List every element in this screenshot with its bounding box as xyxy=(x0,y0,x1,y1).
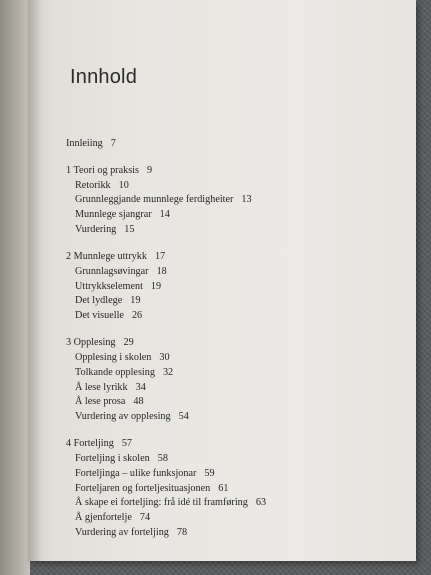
toc-entry xyxy=(66,452,396,467)
toc-entry xyxy=(66,179,396,194)
entry-label: Vurdering av opplesing xyxy=(75,411,171,423)
toc-entry xyxy=(66,467,396,482)
entry-label: Det lydlege xyxy=(75,295,123,307)
entry-label: 1 Teori og praksis xyxy=(66,164,139,176)
entry-page: 9 xyxy=(146,164,153,176)
entry-page: 61 xyxy=(218,482,229,494)
entry-page: 30 xyxy=(159,351,170,363)
left-page-edge xyxy=(0,0,30,575)
toc-entry xyxy=(66,309,396,324)
toc-chapter xyxy=(66,164,396,179)
entry-page: 14 xyxy=(159,209,170,221)
entry-label: 4 Forteljing xyxy=(66,438,114,450)
entry-page: 7 xyxy=(110,138,116,149)
toc-entry xyxy=(66,410,396,425)
entry-label: Munnlege sjangrar xyxy=(75,209,152,221)
entry-page: 32 xyxy=(162,366,174,378)
toc-entry xyxy=(66,294,396,309)
toc-chapter xyxy=(66,437,396,452)
toc-entry xyxy=(66,366,396,381)
entry-label: Tolkande opplesing xyxy=(75,366,155,378)
toc-entry xyxy=(66,193,396,208)
toc-entry xyxy=(66,526,396,541)
entry-label: Uttrykkselement xyxy=(75,280,143,292)
entry-label: Opplesing i skolen xyxy=(75,351,152,363)
entry-page: 19 xyxy=(150,280,162,292)
toc-entry xyxy=(66,381,396,396)
entry-label: Å lese lyrikk xyxy=(75,381,128,393)
entry-page: 29 xyxy=(123,337,134,349)
toc-entry xyxy=(66,395,396,410)
entry-page: 78 xyxy=(176,526,188,538)
entry-label: 2 Munnlege uttrykk xyxy=(66,250,147,262)
entry-page: 19 xyxy=(130,295,141,307)
entry-label: Retorikk xyxy=(75,179,111,191)
entry-page: 58 xyxy=(157,452,168,464)
book-page xyxy=(28,0,416,561)
entry-label: Innleiing xyxy=(66,138,103,149)
entry-page: 54 xyxy=(178,411,189,423)
entry-label: Det visuelle xyxy=(75,310,124,322)
entry-page: 15 xyxy=(124,223,135,235)
toc-entry xyxy=(66,496,396,511)
toc-entry xyxy=(66,137,396,152)
entry-page: 59 xyxy=(204,467,215,479)
toc-entry xyxy=(66,511,396,526)
entry-label: 3 Opplesing xyxy=(66,337,116,349)
entry-label: Å gjenfortelje xyxy=(75,512,132,524)
entry-page: 57 xyxy=(121,438,133,450)
entry-page: 10 xyxy=(118,179,129,191)
entry-page: 17 xyxy=(154,250,166,262)
toc-entry xyxy=(66,208,396,223)
page-title: Innhold xyxy=(70,66,138,88)
entry-label: Grunnlagsøvingar xyxy=(75,265,149,277)
entry-page: 13 xyxy=(241,194,252,206)
entry-label: Grunnleggjande munnlege ferdigheiter xyxy=(75,194,234,206)
entry-page: 26 xyxy=(131,310,143,322)
entry-page: 74 xyxy=(139,512,151,524)
entry-page: 18 xyxy=(156,265,167,277)
toc-chapter xyxy=(66,336,396,351)
toc-entry xyxy=(66,482,396,497)
entry-page: 63 xyxy=(255,497,267,509)
toc-chapter xyxy=(66,250,396,265)
entry-label: Forteljinga – ulike funksjonar xyxy=(75,467,197,479)
toc-entry xyxy=(66,351,396,366)
entry-label: Å lese prosa xyxy=(75,396,126,408)
toc-entry xyxy=(66,280,396,295)
page-gutter-shadow xyxy=(28,0,42,561)
entry-label: Vurdering av forteljing xyxy=(75,526,169,538)
table-of-contents xyxy=(66,137,396,541)
entry-page: 48 xyxy=(133,396,144,408)
entry-label: Forteljaren og forteljesituasjonen xyxy=(75,482,211,494)
toc-entry xyxy=(66,223,396,238)
toc-entry xyxy=(66,265,396,280)
entry-label: Forteljing i skolen xyxy=(75,452,150,464)
entry-page: 34 xyxy=(135,381,146,393)
entry-label: Å skape ei forteljing: frå idé til framføring xyxy=(75,497,248,509)
entry-label: Vurdering xyxy=(75,223,117,235)
